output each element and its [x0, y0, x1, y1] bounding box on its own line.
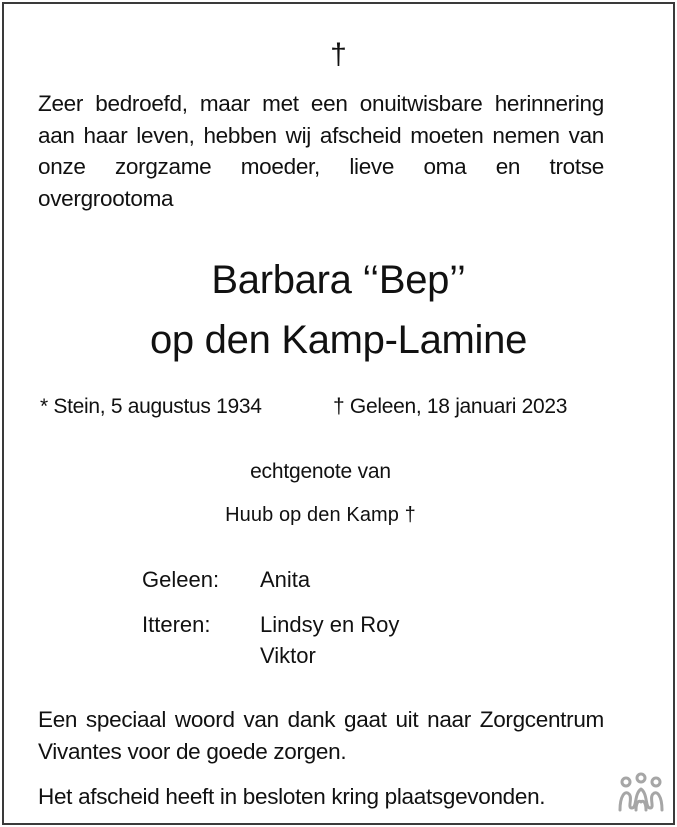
family-place: Itteren:	[142, 612, 211, 637]
deceased-name-line1: Barbara ‘‘Bep’’	[211, 258, 466, 302]
family-place: Geleen:	[142, 567, 220, 592]
family-name: Viktor	[260, 643, 316, 668]
family-name: Lindsy en Roy	[260, 612, 400, 637]
thanks-text: Een speciaal woord van dank gaat uit naar Zorgcentrum Vivantes voor de goede zorgen.	[38, 707, 604, 764]
birth-date: * Stein, 5 augustus 1934	[40, 395, 262, 418]
closing-text: Het afscheid heeft in besloten kring plaatsgevonden.	[38, 784, 546, 809]
spouse-intro: echtgenote van	[250, 460, 391, 483]
family-row	[142, 609, 399, 671]
cross-icon: †	[330, 38, 347, 71]
family-list	[142, 564, 399, 685]
family-names	[260, 609, 399, 671]
family-name: Anita	[260, 567, 311, 592]
family-names	[260, 564, 310, 595]
spouse-name: Huub op den Kamp †	[225, 504, 416, 526]
death-date: † Geleen, 18 januari 2023	[333, 395, 568, 418]
intro-text: Zeer bedroefd, maar met een onuitwisbare herinnering aan haar leven, hebben wij afscheid moeten nemen van onze zorgzame moeder, lieve oma en trotse overgrootoma	[38, 91, 604, 211]
family-row	[142, 564, 399, 595]
deceased-name-line2: op den Kamp-Lamine	[149, 318, 528, 362]
family-group-icon	[617, 772, 665, 812]
